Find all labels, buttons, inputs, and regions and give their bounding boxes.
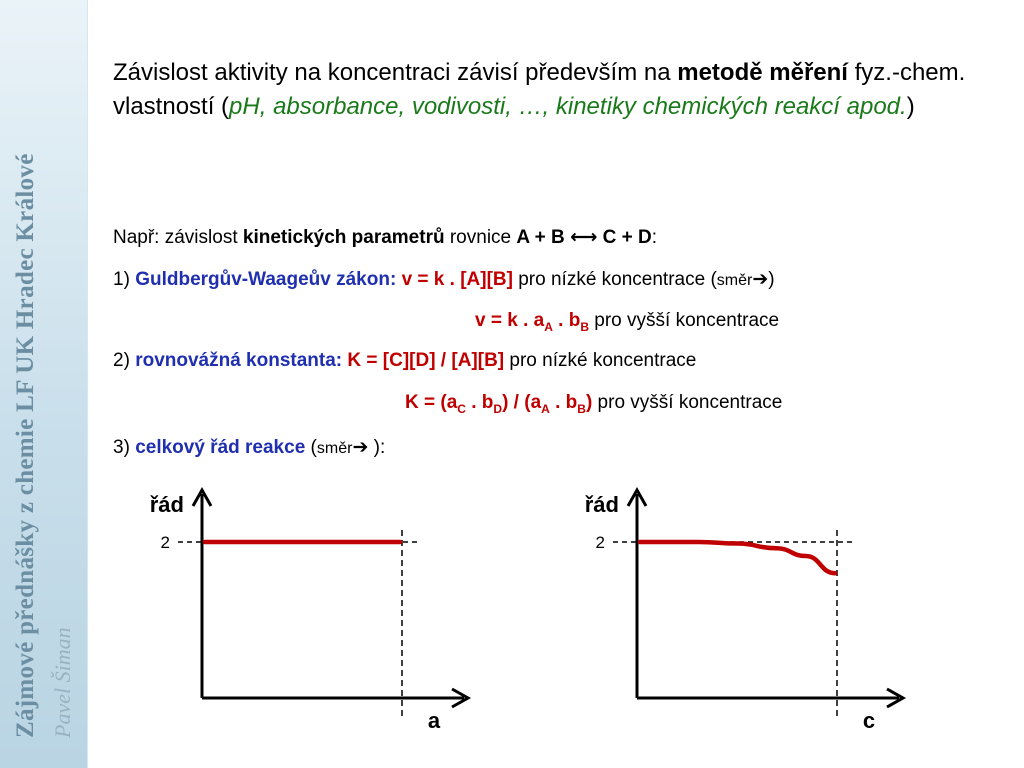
item1-number: 1) bbox=[113, 269, 136, 290]
item2-line2 bbox=[405, 392, 782, 416]
item2-eq2-3: ) / (a bbox=[502, 392, 542, 413]
item2-line bbox=[113, 350, 696, 372]
item2-eq2-4: . b bbox=[549, 392, 578, 413]
sidebar-title: Zájmové přednášky z chemie LF UK Hradec Králové bbox=[12, 153, 39, 738]
item1-direction: směr bbox=[716, 272, 753, 289]
intro-methods: pH, absorbance, vodivosti, …, kinetiky chemických reakcí apod. bbox=[229, 93, 907, 120]
item1-sub-a: A bbox=[544, 319, 553, 334]
example-bold: kinetických parametrů bbox=[242, 227, 445, 248]
sidebar-author: Pavel Šiman bbox=[50, 627, 75, 738]
y-axis-label: řád bbox=[149, 492, 184, 517]
item2-eq2-2: . b bbox=[465, 392, 494, 413]
item1-line bbox=[113, 268, 775, 291]
item1-desc: pro nízké koncentrace ( bbox=[512, 269, 717, 290]
item2-sub-d: D bbox=[493, 401, 503, 416]
item2-equation-2 bbox=[405, 392, 593, 416]
item2-sub-b: B bbox=[577, 401, 586, 416]
double-arrow-icon: ⟷ bbox=[570, 227, 598, 248]
example-line bbox=[113, 226, 657, 249]
chart-svg-right bbox=[565, 480, 965, 740]
item3-line bbox=[113, 436, 385, 459]
right-arrow-icon: ➔ bbox=[752, 269, 769, 290]
equation-left: A + B bbox=[516, 227, 565, 248]
item1-equation: v = k . [A][B] bbox=[396, 269, 513, 290]
item2-name: rovnovážná konstanta: bbox=[135, 350, 343, 371]
item1-name: Guldbergův-Waageův zákon: bbox=[135, 269, 397, 290]
chart-svg-left bbox=[130, 480, 530, 740]
x-axis-label: a bbox=[427, 708, 441, 733]
item2-equation: K = [C][D] / [A][B] bbox=[342, 350, 505, 371]
item2-sub-a: A bbox=[541, 401, 550, 416]
chart-order-vs-a bbox=[130, 480, 530, 740]
item3-name: celkový řád reakce bbox=[135, 437, 306, 458]
item3-number: 3) bbox=[113, 437, 136, 458]
sidebar-text bbox=[0, 0, 87, 768]
item2-sub-c: C bbox=[457, 401, 466, 416]
item1-desc2: pro vyšší koncentrace bbox=[589, 310, 780, 331]
intro-bold: metodě měření bbox=[677, 59, 848, 86]
item1-equation-2 bbox=[475, 310, 589, 334]
item2-desc2: pro vyšší koncentrace bbox=[592, 392, 783, 413]
y-axis-label: řád bbox=[584, 492, 619, 517]
sidebar bbox=[0, 0, 88, 768]
item1-eq2-a: v = k . a bbox=[475, 310, 545, 331]
intro-text-1: Závislost aktivity na koncentraci závisí především na bbox=[113, 59, 678, 86]
item3-open: ( bbox=[305, 437, 317, 458]
item3-direction: směr bbox=[316, 440, 353, 457]
x-axis-label: c bbox=[862, 708, 876, 733]
example-text-2: rovnice bbox=[444, 227, 517, 248]
item1-close: ) bbox=[768, 269, 775, 290]
intro-text-2: fyz.-chem. vlastností ( bbox=[113, 59, 966, 120]
intro-text-3: ) bbox=[906, 93, 915, 120]
item2-eq2-5: ) bbox=[585, 392, 593, 413]
right-arrow-icon: ➔ bbox=[352, 437, 369, 458]
item2-eq2-1: K = (a bbox=[405, 392, 458, 413]
y-tick-label: 2 bbox=[160, 533, 170, 552]
item2-desc: pro nízké koncentrace bbox=[504, 350, 697, 371]
equation-right: C + D bbox=[602, 227, 652, 248]
item2-number: 2) bbox=[113, 350, 136, 371]
item1-eq2-b: . b bbox=[552, 310, 581, 331]
intro-paragraph bbox=[113, 56, 993, 124]
example-colon: : bbox=[651, 227, 657, 248]
item1-line2 bbox=[475, 310, 779, 334]
example-text-1: Např: závislost bbox=[113, 227, 243, 248]
y-tick-label: 2 bbox=[595, 533, 605, 552]
series-line bbox=[640, 542, 835, 573]
item1-sub-b: B bbox=[580, 319, 589, 334]
item3-close: ): bbox=[368, 437, 386, 458]
chart-order-vs-c bbox=[565, 480, 965, 740]
